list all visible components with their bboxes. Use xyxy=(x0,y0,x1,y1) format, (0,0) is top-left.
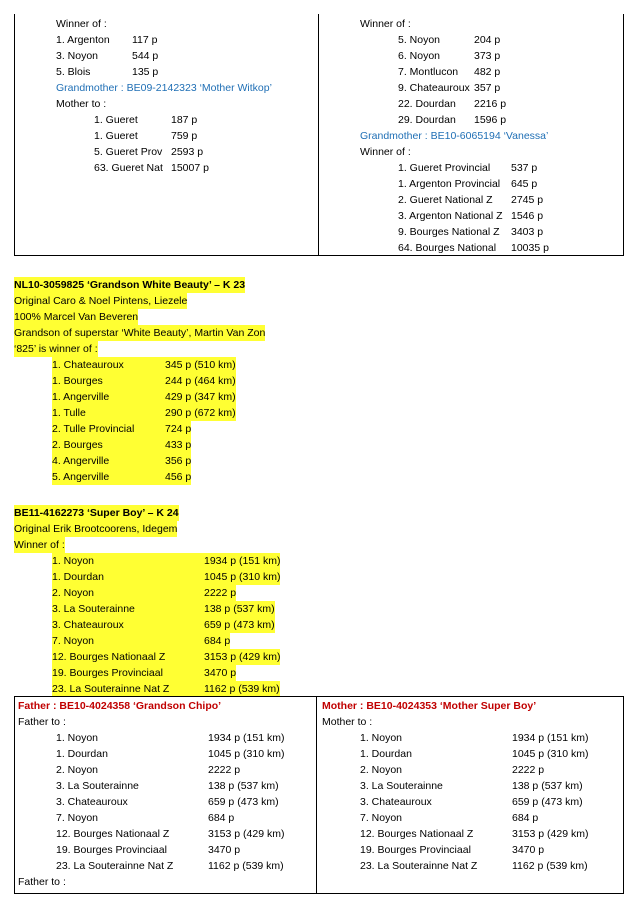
result-points: 1162 p (539 km) xyxy=(512,860,588,872)
father-title: Father : BE10-4024358 ‘Grandson Chipo’ xyxy=(18,700,222,712)
result-points: 2593 p xyxy=(171,146,204,158)
result-place: 1. Gueret xyxy=(94,130,138,142)
result-points: 138 p (537 km) xyxy=(512,780,583,792)
result-place: 1. Dourdan xyxy=(52,569,204,585)
result-points: 537 p xyxy=(511,162,538,174)
result-place: 1. Bourges xyxy=(52,373,165,389)
result-place: 7. Noyon xyxy=(52,633,204,649)
result-place: 29. Dourdan xyxy=(398,114,456,126)
bottom-table-top-border xyxy=(14,696,624,697)
result-place: 19. Bourges Provinciaal xyxy=(360,844,471,856)
result-points: 15007 p xyxy=(171,162,209,174)
mother-title: Mother : BE10-4024353 ‘Mother Super Boy’ xyxy=(322,700,537,712)
result-points: 482 p xyxy=(474,66,501,78)
section-title: NL10-3059825 ‘Grandson White Beauty’ – K 23 xyxy=(14,279,246,291)
result-place: 63. Gueret Nat xyxy=(94,162,163,174)
result-place: 3. Chateauroux xyxy=(360,796,432,808)
result-place: 1. Argenton xyxy=(56,34,110,46)
top-table-divider xyxy=(318,14,319,255)
winner-of-label: Winner of : xyxy=(56,18,107,30)
result-points: 684 p xyxy=(512,812,539,824)
bottom-table-left-border xyxy=(14,696,15,894)
result-place: 9. Chateauroux xyxy=(398,82,470,94)
result-points: 659 p (473 km) xyxy=(208,796,279,808)
result-place: 1. Gueret xyxy=(94,114,138,126)
result-place: 4. Angerville xyxy=(52,453,165,469)
breeder-line: 100% Marcel Van Beveren xyxy=(14,311,139,323)
result-place: 3. Chateauroux xyxy=(52,617,204,633)
result-place: 23. La Souterainne Nat Z xyxy=(360,860,478,872)
result-points: 1045 p (310 km) xyxy=(208,748,285,760)
result-place: 19. Bourges Provinciaal xyxy=(52,665,204,681)
origin-line: Original Erik Brootcoorens, Idegem xyxy=(14,523,178,535)
result-points: 1045 p (310 km) xyxy=(204,571,281,583)
result-points: 373 p xyxy=(474,50,501,62)
result-points: 357 p xyxy=(474,82,501,94)
result-points: 244 p (464 km) xyxy=(165,375,236,387)
father-to-label: Father to : xyxy=(18,716,66,728)
result-points: 544 p xyxy=(132,50,159,62)
bottom-table-right-border xyxy=(623,696,624,894)
pedigree-line: Grandson of superstar ‘White Beauty’, Martin Van Zon xyxy=(14,327,266,339)
result-points: 659 p (473 km) xyxy=(204,619,275,631)
result-points: 684 p xyxy=(204,635,231,647)
result-points: 724 p xyxy=(165,423,192,435)
result-points: 2745 p xyxy=(511,194,544,206)
result-place: 64. Bourges National xyxy=(398,242,497,254)
result-points: 1045 p (310 km) xyxy=(512,748,589,760)
result-points: 1934 p (151 km) xyxy=(204,555,281,567)
result-place: 1. Angerville xyxy=(52,389,165,405)
result-points: 2222 p xyxy=(204,587,237,599)
winner-of-label: Winner of : xyxy=(360,146,411,158)
result-place: 1. Noyon xyxy=(360,732,403,744)
result-points: 645 p xyxy=(511,178,538,190)
winner-of-label: Winner of : xyxy=(14,539,65,551)
result-points: 204 p xyxy=(474,34,501,46)
result-points: 3153 p (429 km) xyxy=(512,828,589,840)
result-place: 12. Bourges Nationaal Z xyxy=(360,828,474,840)
winner-of-label: ‘825’ is winner of : xyxy=(14,343,98,355)
result-place: 1. Dourdan xyxy=(360,748,412,760)
result-place: 6. Noyon xyxy=(398,50,441,62)
result-place: 1. Gueret Provincial xyxy=(398,162,491,174)
result-place: 3. La Souterainne xyxy=(52,601,204,617)
mother-to-label: Mother to : xyxy=(322,716,373,728)
result-points: 2216 p xyxy=(474,98,507,110)
result-points: 1162 p (539 km) xyxy=(204,683,280,695)
result-place: 1. Noyon xyxy=(56,732,99,744)
bottom-table-divider xyxy=(316,696,317,894)
result-points: 2222 p xyxy=(512,764,545,776)
result-place: 19. Bourges Provinciaal xyxy=(56,844,167,856)
result-points: 433 p xyxy=(165,439,192,451)
result-place: 23. La Souterainne Nat Z xyxy=(52,681,204,697)
result-place: 9. Bourges National Z xyxy=(398,226,500,238)
result-points: 356 p xyxy=(165,455,192,467)
result-points: 10035 p xyxy=(511,242,549,254)
result-points: 138 p (537 km) xyxy=(208,780,279,792)
result-points: 659 p (473 km) xyxy=(512,796,583,808)
result-place: 3. Noyon xyxy=(56,50,99,62)
result-place: 2. Noyon xyxy=(360,764,403,776)
grandmother-title: Grandmother : BE09-2142323 ‘Mother Witkop’ xyxy=(56,82,272,94)
bottom-table-bottom-border xyxy=(14,893,624,894)
result-points: 1546 p xyxy=(511,210,544,222)
winner-of-label: Winner of : xyxy=(360,18,411,30)
result-place: 2. Noyon xyxy=(56,764,99,776)
top-table-left-border xyxy=(14,14,15,255)
result-place: 3. Chateauroux xyxy=(56,796,128,808)
result-place: 1. Tulle xyxy=(52,405,165,421)
result-place: 5. Gueret Prov xyxy=(94,146,163,158)
result-place: 1. Dourdan xyxy=(56,748,108,760)
result-place: 2. Noyon xyxy=(52,585,204,601)
result-points: 759 p xyxy=(171,130,198,142)
result-place: 7. Noyon xyxy=(360,812,403,824)
result-place: 3. La Souterainne xyxy=(360,780,443,792)
result-points: 3153 p (429 km) xyxy=(208,828,285,840)
result-points: 3153 p (429 km) xyxy=(204,651,281,663)
result-points: 3470 p xyxy=(512,844,545,856)
result-place: 23. La Souterainne Nat Z xyxy=(56,860,174,872)
result-points: 1162 p (539 km) xyxy=(208,860,284,872)
result-points: 138 p (537 km) xyxy=(204,603,275,615)
mother-to-label: Mother to : xyxy=(56,98,107,110)
result-place: 7. Montlucon xyxy=(398,66,459,78)
result-points: 290 p (672 km) xyxy=(165,407,236,419)
section-title: BE11-4162273 ‘Super Boy’ – K 24 xyxy=(14,507,179,519)
result-points: 2222 p xyxy=(208,764,241,776)
result-place: 22. Dourdan xyxy=(398,98,456,110)
result-place: 3. Argenton National Z xyxy=(398,210,503,222)
result-points: 456 p xyxy=(165,471,192,483)
grandmother-title: Grandmother : BE10-6065194 ‘Vanessa’ xyxy=(360,130,549,142)
result-points: 135 p xyxy=(132,66,159,78)
result-place: 3. La Souterainne xyxy=(56,780,139,792)
result-place: 5. Noyon xyxy=(398,34,441,46)
father-to-label: Father to : xyxy=(18,876,66,888)
result-place: 2. Bourges xyxy=(52,437,165,453)
result-points: 345 p (510 km) xyxy=(165,359,236,371)
result-points: 187 p xyxy=(171,114,198,126)
result-place: 12. Bourges Nationaal Z xyxy=(56,828,170,840)
result-points: 1596 p xyxy=(474,114,507,126)
result-place: 2. Tulle Provincial xyxy=(52,421,165,437)
result-points: 1934 p (151 km) xyxy=(512,732,589,744)
result-points: 117 p xyxy=(132,34,158,46)
top-table-right-border xyxy=(623,14,624,255)
result-place: 12. Bourges Nationaal Z xyxy=(52,649,204,665)
origin-line: Original Caro & Noel Pintens, Liezele xyxy=(14,295,188,307)
result-place: 1. Chateauroux xyxy=(52,357,226,373)
result-points: 3470 p xyxy=(208,844,241,856)
result-place: 5. Blois xyxy=(56,66,91,78)
result-place: 7. Noyon xyxy=(56,812,99,824)
result-points: 3403 p xyxy=(511,226,544,238)
result-points: 1934 p (151 km) xyxy=(208,732,285,744)
result-place: 2. Gueret National Z xyxy=(398,194,493,206)
result-points: 684 p xyxy=(208,812,235,824)
result-place: 5. Angerville xyxy=(52,469,165,485)
result-place: 1. Argenton Provincial xyxy=(398,178,501,190)
result-points: 3470 p xyxy=(204,667,237,679)
result-place: 1. Noyon xyxy=(52,553,204,569)
result-points: 429 p (347 km) xyxy=(165,391,236,403)
